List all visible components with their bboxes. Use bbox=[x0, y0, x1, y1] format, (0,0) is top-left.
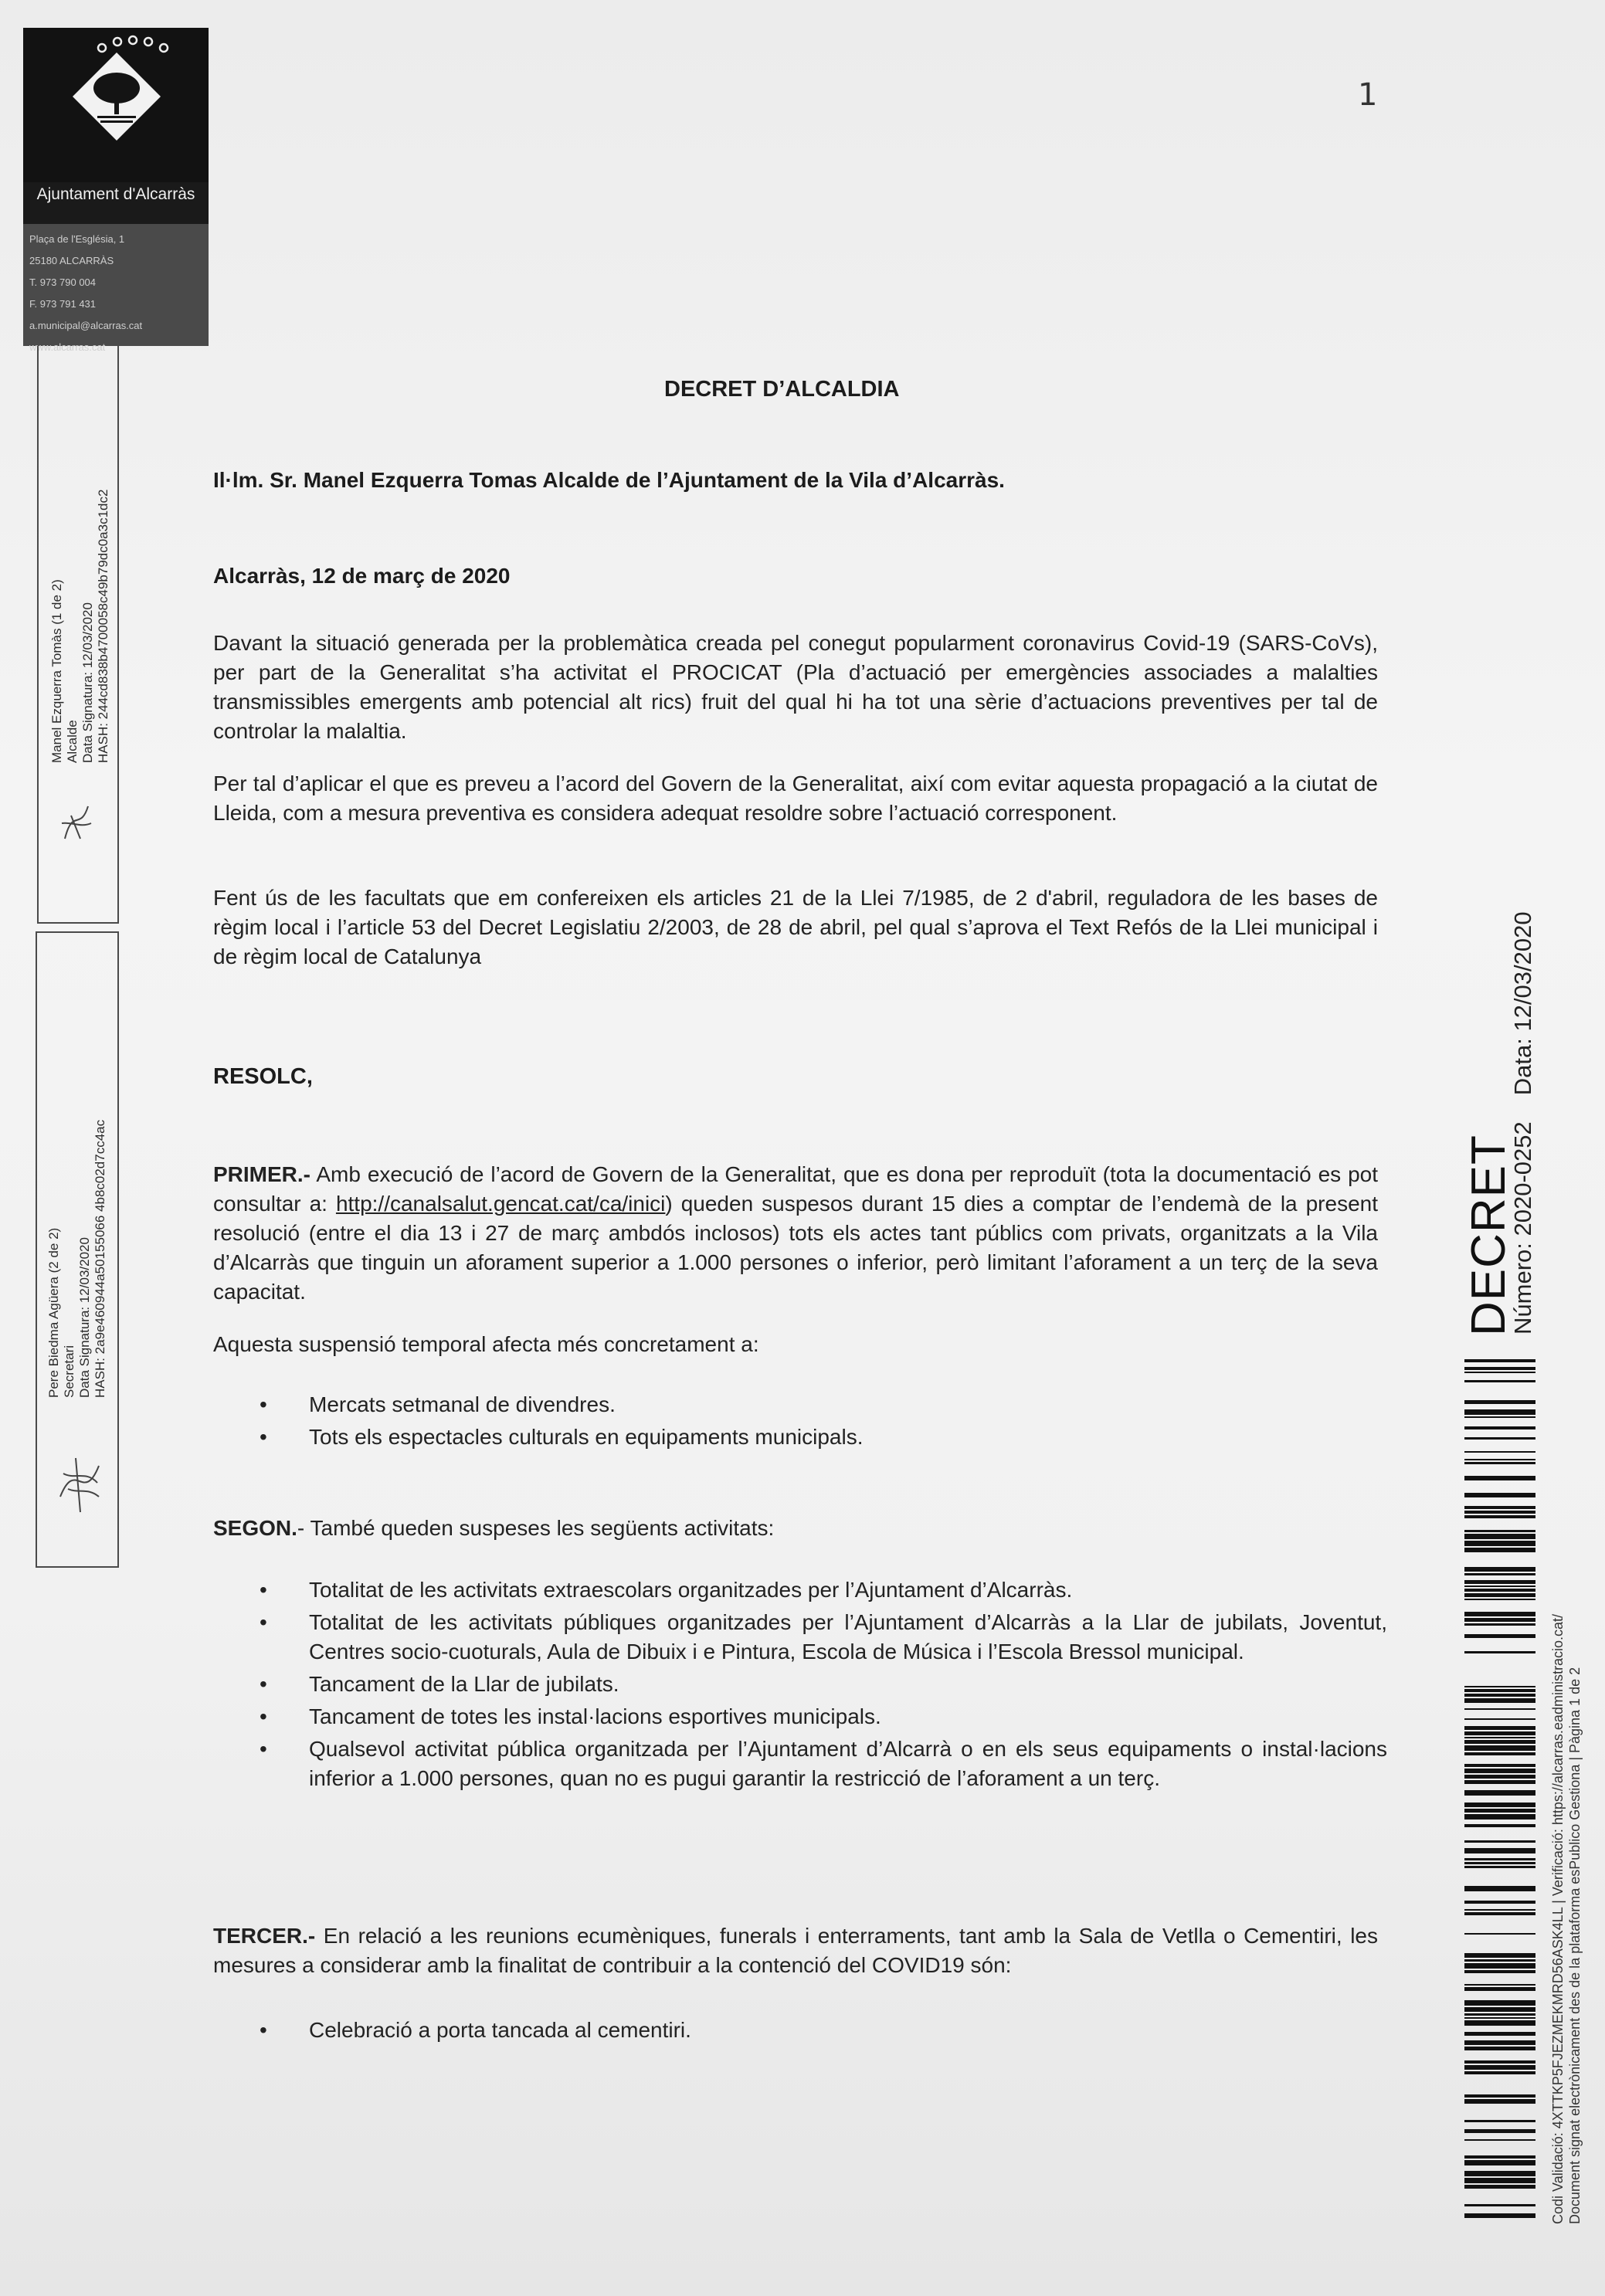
decret-number: Número: 2020-0252 bbox=[1509, 1121, 1536, 1335]
author-line: Il·lm. Sr. Manel Ezquerra Tomas Alcalde de l’Ajuntament de la Vila d’Alcarràs. bbox=[213, 468, 1005, 492]
tercer-bullet-list bbox=[213, 2016, 1387, 2048]
validation-footer bbox=[1549, 1491, 1583, 2224]
document-title: DECRET D’ALCALDIA bbox=[664, 377, 900, 402]
signature-name: Pere Biedma Agüera (2 de 2) bbox=[46, 1227, 61, 1398]
contact-line: F. 973 791 431 bbox=[29, 298, 97, 310]
tree-emblem-icon bbox=[71, 51, 162, 142]
paragraph-purpose: Per tal d’aplicar el que es preveu a l’acord del Govern de la Generalitat, així com evitar aquesta propagació a la ciutat de Lleida, com a mesura preventiva es considera adequat resoldre sobre l’actuació corresponent. bbox=[213, 772, 1378, 825]
barcode-icon bbox=[1464, 1359, 1535, 2224]
tercer-text: En relació a les reunions ecumèniques, funerals i enterraments, tant amb la Sala de Vetlla o Cementiri, les mesures a considerar amb la finalitat de contribuir a la contenció del COVID19 són: bbox=[213, 1924, 1378, 1977]
bullet-icon: • bbox=[260, 1737, 267, 1761]
logo-org-name: Ajuntament d'Alcarràs bbox=[36, 185, 195, 203]
list-item-text: Tots els espectacles culturals en equipaments municipals. bbox=[309, 1425, 864, 1449]
bullet-icon: • bbox=[260, 1578, 267, 1602]
signature-scribble-icon bbox=[57, 800, 96, 846]
signature-date: Data Signatura: 12/03/2020 bbox=[80, 602, 95, 763]
decret-date: Data: 12/03/2020 bbox=[1509, 911, 1536, 1096]
bullet-icon: • bbox=[260, 1425, 267, 1449]
list-item bbox=[213, 1575, 1387, 1605]
contact-line: 25180 ALCARRÀS bbox=[29, 255, 114, 266]
page-number: 1 bbox=[1358, 77, 1378, 113]
list-item-text: Mercats setmanal de divendres. bbox=[309, 1392, 616, 1416]
place-date: Alcarràs, 12 de març de 2020 bbox=[213, 564, 511, 588]
list-item-text: Totalitat de les activitats extraescolars organitzades per l’Ajuntament d’Alcarràs. bbox=[309, 1578, 1073, 1602]
list-item bbox=[213, 1670, 1387, 1699]
list-item-text: Tancament de la Llar de jubilats. bbox=[309, 1672, 619, 1696]
bullet-icon: • bbox=[260, 1672, 267, 1696]
canalsalut-link[interactable]: http://canalsalut.gencat.cat/ca/inici bbox=[335, 1192, 666, 1216]
signature-box-secretary bbox=[36, 931, 119, 1568]
signature-name: Manel Ezquerra Tomàs (1 de 2) bbox=[49, 579, 64, 763]
signature-hash: HASH: 244cd838b4700058c49b79dc0a3c1dc2 bbox=[96, 489, 110, 763]
paragraph-primer bbox=[213, 1160, 1378, 1307]
resolc-heading: RESOLC, bbox=[213, 1064, 313, 1089]
logo-contact-info bbox=[23, 224, 209, 353]
primer-text-a: Amb execució de l’acord de Govern de la Generalitat, que es dona per reproduït (tota la documentació es pot consultar a: bbox=[213, 1162, 1378, 1216]
segon-bullet-list bbox=[213, 1575, 1387, 1796]
contact-line: T. 973 790 004 bbox=[29, 276, 97, 288]
list-item bbox=[213, 1390, 1387, 1419]
paragraph-legal-basis: Fent ús de les facultats que em confereixen els articles 21 de la Llei 7/1985, de 2 d'abril, reguladora de les bases de règim local i l’article 53 del Decret Legislatiu 2/2003, de 28 de abril, pel qual s’aprova el Text Refós de la Llei municipal i de règim local de Catalunya bbox=[213, 886, 1378, 968]
bullet-icon: • bbox=[260, 1704, 267, 1728]
signature-scribble-icon bbox=[53, 1443, 107, 1520]
paragraph-tercer bbox=[213, 1921, 1378, 1980]
logo-emblem bbox=[23, 28, 209, 182]
contact-line: Plaça de l'Església, 1 bbox=[29, 233, 125, 245]
list-item bbox=[213, 1423, 1387, 1452]
primer-text-b: ) queden suspesos durant 15 dies a comptar de l’endemà de la present resolució (entre el dia 13 i 27 de març ambdós inclosos) tots els actes tant públics com privats, organitzats a la Vila d’Alcarràs que tinguin un aforament superior a 1.000 persones o inferior, però limitant l’aforament a un terç de la seva capacitat. bbox=[213, 1192, 1378, 1304]
segon-label: SEGON. bbox=[213, 1516, 297, 1540]
list-item bbox=[213, 2016, 1387, 2045]
signature-hash: HASH: 2a9e460944a50155066 4b8c02d7cc4ac bbox=[93, 1119, 107, 1398]
bullet-icon: • bbox=[260, 2018, 267, 2042]
contact-line: www.alcarras.cat bbox=[29, 341, 106, 353]
validation-line: Document signat electrònicament des de la plataforma esPublico Gestiona | Pàgina 1 de 2 bbox=[1567, 1667, 1583, 2224]
signature-role: Secretari bbox=[62, 1345, 76, 1398]
municipality-logo bbox=[23, 28, 209, 353]
list-item-text: Tancament de totes les instal·lacions esportives municipals. bbox=[309, 1704, 881, 1728]
decret-stamp-word: DECRET bbox=[1462, 1134, 1515, 1336]
paragraph-segon bbox=[213, 1514, 1378, 1543]
list-item bbox=[213, 1735, 1387, 1793]
signature-role: Alcalde bbox=[65, 720, 80, 763]
list-item-text: Totalitat de les activitats públiques organitzades per l’Ajuntament d’Alcarràs a la Llar de jubilats, Joventut, Centres socio-cuoturals, Aula de Dibuix i e Pintura, Escola de Música i l’Escola Bressol municipal. bbox=[309, 1610, 1387, 1663]
list-item-text: Celebració a porta tancada al cementiri. bbox=[309, 2018, 691, 2042]
primer-label: PRIMER.- bbox=[213, 1162, 310, 1186]
bullet-icon: • bbox=[260, 1610, 267, 1634]
segon-text: - També queden suspeses les següents activitats: bbox=[297, 1516, 775, 1540]
list-item bbox=[213, 1702, 1387, 1731]
list-item-text: Qualsevol activitat pública organitzada per l’Ajuntament d’Alcarrà o en els seus equipaments o instal·lacions inferior a 1.000 persones, quan no es pugui garantir la restricció de l’aforament a un terç. bbox=[309, 1737, 1387, 1790]
tercer-label: TERCER.- bbox=[213, 1924, 316, 1948]
bullet-icon: • bbox=[260, 1392, 267, 1416]
validation-line: Codi Validació: 4XTTKP5FJEZMEKMRD56ASK4LL | Verificació: https://alcarras.eadministracio.cat/ bbox=[1550, 1614, 1566, 2224]
list-item bbox=[213, 1608, 1387, 1667]
decret-stamp-meta bbox=[1509, 885, 1537, 1335]
paragraph-suspension: Aquesta suspensió temporal afecta més concretament a: bbox=[213, 1332, 759, 1356]
paragraph-context: Davant la situació generada per la problemàtica creada pel conegut popularment coronavirus Covid-19 (SARS-CoVs), per part de la Generalitat s’ha activitat el PROCICAT (Pla d’actuació per emergències associades a malalties transmissibles emergents amb potencial alt rics) fruit del qual hi ha tot una sèrie d’actuacions preventives per tal de controlar la malaltia. bbox=[213, 631, 1378, 743]
primer-bullet-list bbox=[213, 1390, 1387, 1455]
signature-date: Data Signatura: 12/03/2020 bbox=[77, 1237, 92, 1398]
contact-line: a.municipal@alcarras.cat bbox=[29, 320, 143, 331]
signature-box-mayor bbox=[37, 346, 119, 924]
